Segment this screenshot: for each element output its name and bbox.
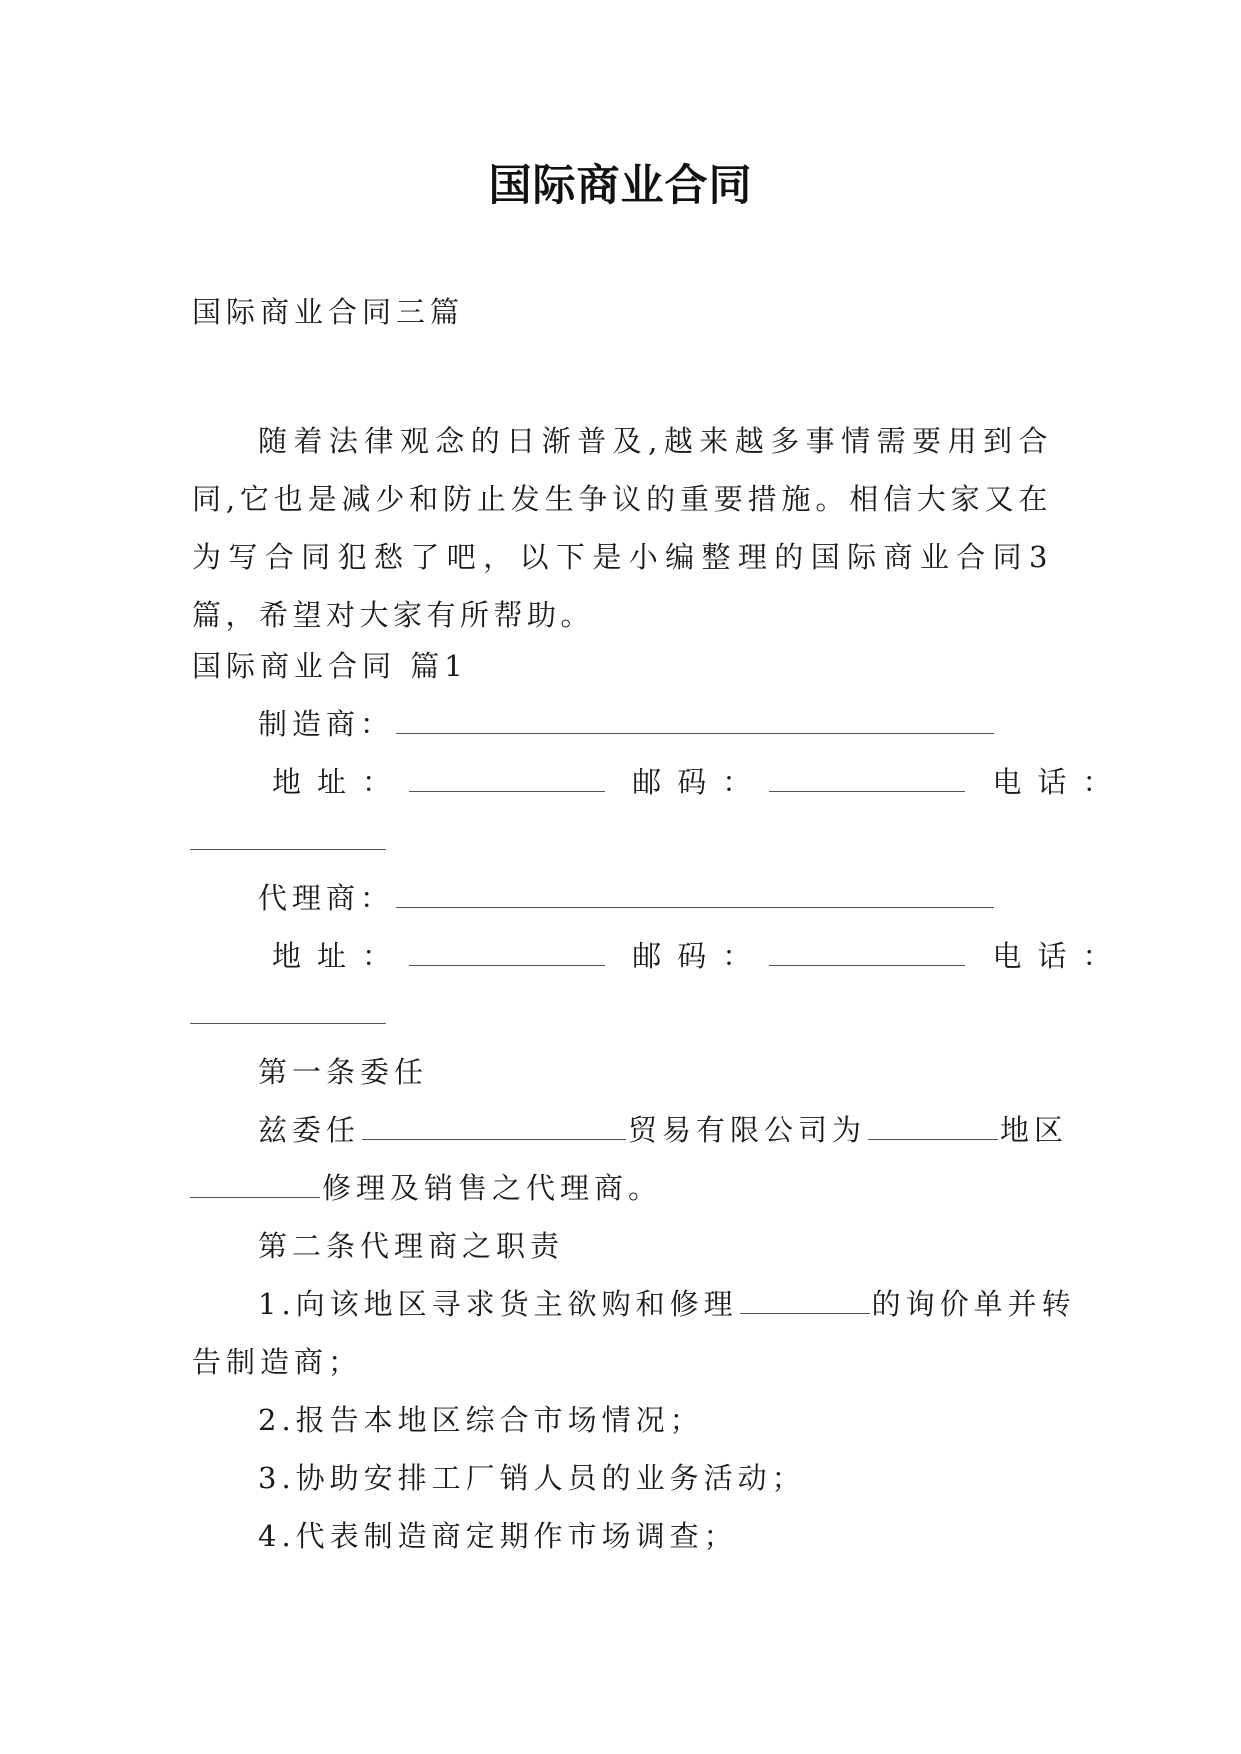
phone-blank[interactable] <box>190 997 386 1024</box>
document-subtitle: 国际商业合同三篇 <box>192 295 465 329</box>
manufacturer-row <box>258 704 996 744</box>
article1-heading: 第一条委任 <box>258 1055 429 1089</box>
postcode-label: 邮码： <box>632 939 768 973</box>
manufacturer-contact-row <box>272 762 1127 802</box>
article2-item3: 3.协助安排工厂销人员的业务活动； <box>258 1461 806 1495</box>
article2-item1 <box>258 1284 1076 1324</box>
address-blank[interactable] <box>409 765 605 792</box>
item1-text: 1.向该地区寻求货主欲购和修理 <box>258 1287 738 1321</box>
postcode-label: 邮码： <box>632 765 768 799</box>
address-blank[interactable] <box>409 939 605 966</box>
article1-text: 地区 <box>1000 1113 1069 1147</box>
article1-text: 修理及销售之代理商。 <box>322 1171 663 1205</box>
agent-label: 代理商： <box>258 881 395 915</box>
address-label: 地址： <box>272 939 408 973</box>
agent-contact-row <box>272 936 1127 976</box>
article2-heading: 第二条代理商之职责 <box>258 1229 565 1263</box>
article2-item4: 4.代表制造商定期作市场调查； <box>258 1519 738 1553</box>
manufacturer-blank[interactable] <box>396 707 994 734</box>
region-blank[interactable] <box>868 1113 998 1140</box>
postcode-blank[interactable] <box>769 765 965 792</box>
article2-item1-cont: 告制造商； <box>192 1345 363 1379</box>
region-blank[interactable] <box>190 1171 320 1198</box>
article1-line1 <box>258 1110 1068 1150</box>
article1-line2 <box>188 1168 662 1208</box>
intro-paragraph: 随着法律观念的日渐普及,越来越多事情需要用到合同,它也是减少和防止发生争议的重要措施。相信大家又在为写合同犯愁了吧，以下是小编整理的国际商业合同3篇，希望对大家有所帮助。 <box>192 424 1052 632</box>
item-blank[interactable] <box>740 1287 870 1314</box>
document-title: 国际商业合同 <box>488 161 753 211</box>
agent-phone-row <box>188 994 388 1034</box>
manufacturer-phone-row <box>188 820 388 860</box>
phone-blank[interactable] <box>190 823 386 850</box>
phone-label: 电话： <box>992 765 1128 799</box>
item1-text: 的询价单并转 <box>871 1287 1076 1321</box>
article1-text: 贸易有限公司为 <box>628 1113 867 1147</box>
section-heading: 国际商业合同 篇1 <box>192 649 468 683</box>
agent-row <box>258 878 996 918</box>
address-label: 地址： <box>272 765 408 799</box>
company-blank[interactable] <box>362 1113 626 1140</box>
article2-item2: 2.报告本地区综合市场情况； <box>258 1403 704 1437</box>
postcode-blank[interactable] <box>769 939 965 966</box>
article1-text: 兹委任 <box>258 1113 361 1147</box>
manufacturer-label: 制造商： <box>258 707 395 741</box>
phone-label: 电话： <box>992 939 1128 973</box>
agent-blank[interactable] <box>396 881 994 908</box>
